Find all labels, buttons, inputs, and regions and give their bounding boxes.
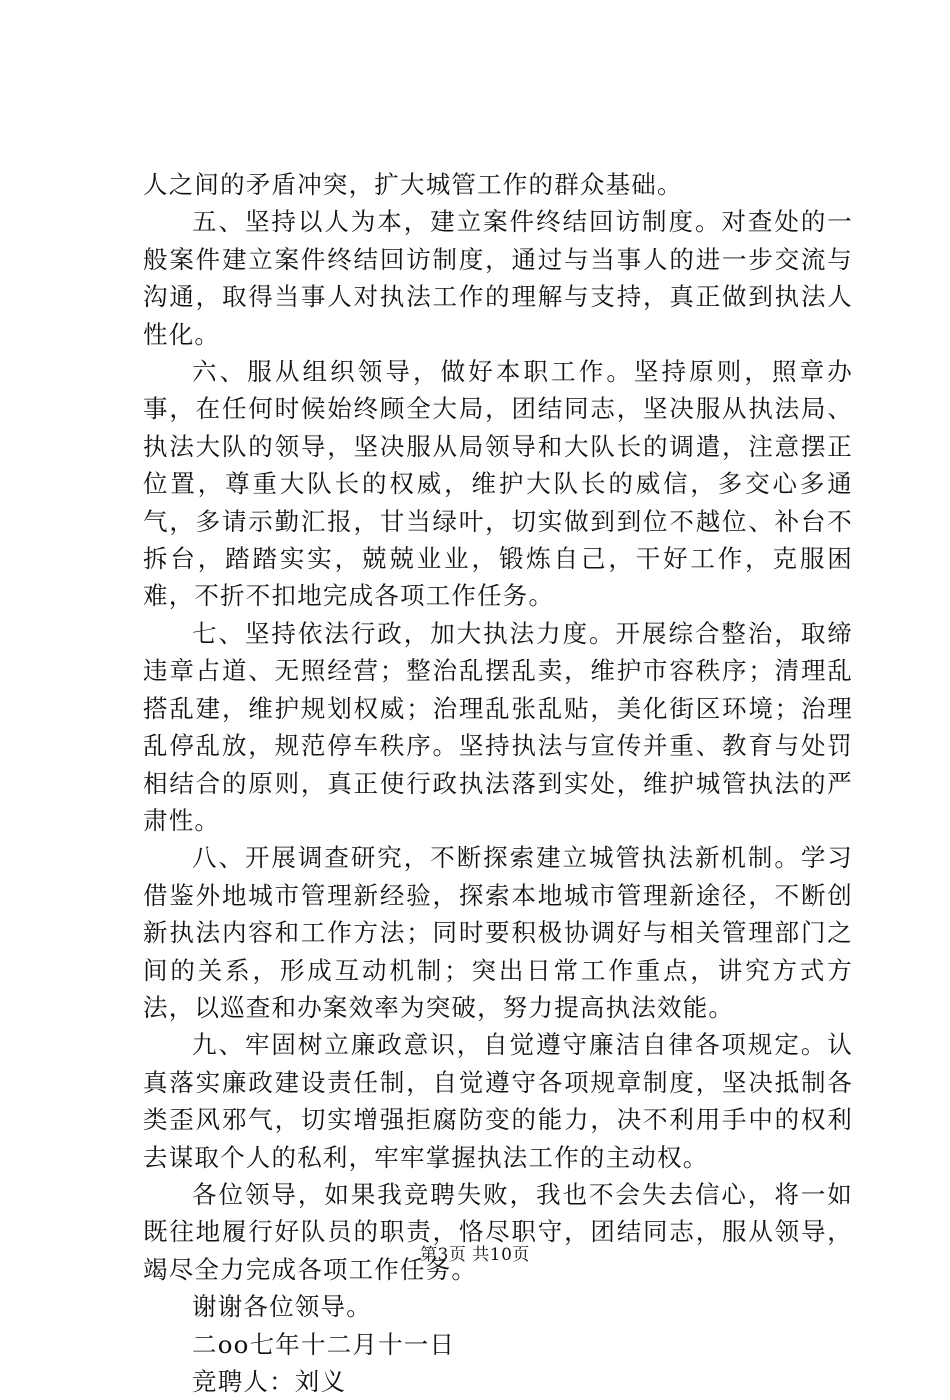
paragraph-closing: 各位领导，如果我竞聘失败，我也不会失去信心，将一如既往地履行好队员的职责，恪尽职守，团结同志，服从领导，竭尽全力完成各项工作任务。 [143,1179,853,1284]
paragraph-date: 二oo七年十二月十一日 [192,1329,456,1359]
paragraph-item-5: 五、坚持以人为本，建立案件终结回访制度。对查处的一般案件建立案件终结回访制度，通过与当事人的进一步交流与沟通，取得当事人对执法工作的理解与支持，真正做到执法人性化。 [143,207,853,349]
page-number-footer: 第3页 共10页 [420,1245,530,1265]
paragraph-thanks: 谢谢各位领导。 [192,1292,372,1322]
paragraph-item-7: 七、坚持依法行政，加大执法力度。开展综合整治，取缔违章占道、无照经营；整治乱摆乱卖，维护市容秩序；清理乱搭乱建，维护规划权威；治理乱张乱贴，美化街区环境；治理乱停乱放，规范停车秩序。坚持执法与宣传并重、教育与处罚相结合的原则，真正使行政执法落到实处，维护城管执法的严肃性。 [143,618,853,835]
paragraph-item-9: 九、牢固树立廉政意识，自觉遵守廉洁自律各项规定。认真落实廉政建设责任制，自觉遵守各项规章制度，坚决抵制各类歪风邪气，切实增强拒腐防变的能力，决不利用手中的权利去谋取个人的私利，牢牢掌握执法工作的主动权。 [143,1030,853,1172]
paragraph-item-8: 八、开展调查研究，不断探索建立城管执法新机制。学习借鉴外地城市管理新经验，探索本地城市管理新途径，不断创新执法内容和工作方法；同时要积极协调好与相关管理部门之间的关系，形成互动机制；突出日常工作重点，讲究方式方法，以巡查和办案效率为突破，努力提高执法效能。 [143,843,853,1022]
paragraph-item-6: 六、服从组织领导，做好本职工作。坚持原则，照章办事，在任何时候始终顾全大局，团结同志，坚决服从执法局、执法大队的领导，坚决服从局领导和大队长的调遣，注意摆正位置，尊重大队长的权威，维护大队长的威信，多交心多通气，多请示勤汇报，甘当绿叶，切实做到到位不越位、补台不拆台，踏踏实实，兢兢业业，锻炼自己，干好工作，克服困难，不折不扣地完成各项工作任务。 [143,357,853,611]
paragraph-continuation: 人之间的矛盾冲突，扩大城管工作的群众基础。 [143,170,683,199]
paragraph-signature: 竞聘人：刘义 [192,1367,347,1396]
document-body [143,166,853,1400]
